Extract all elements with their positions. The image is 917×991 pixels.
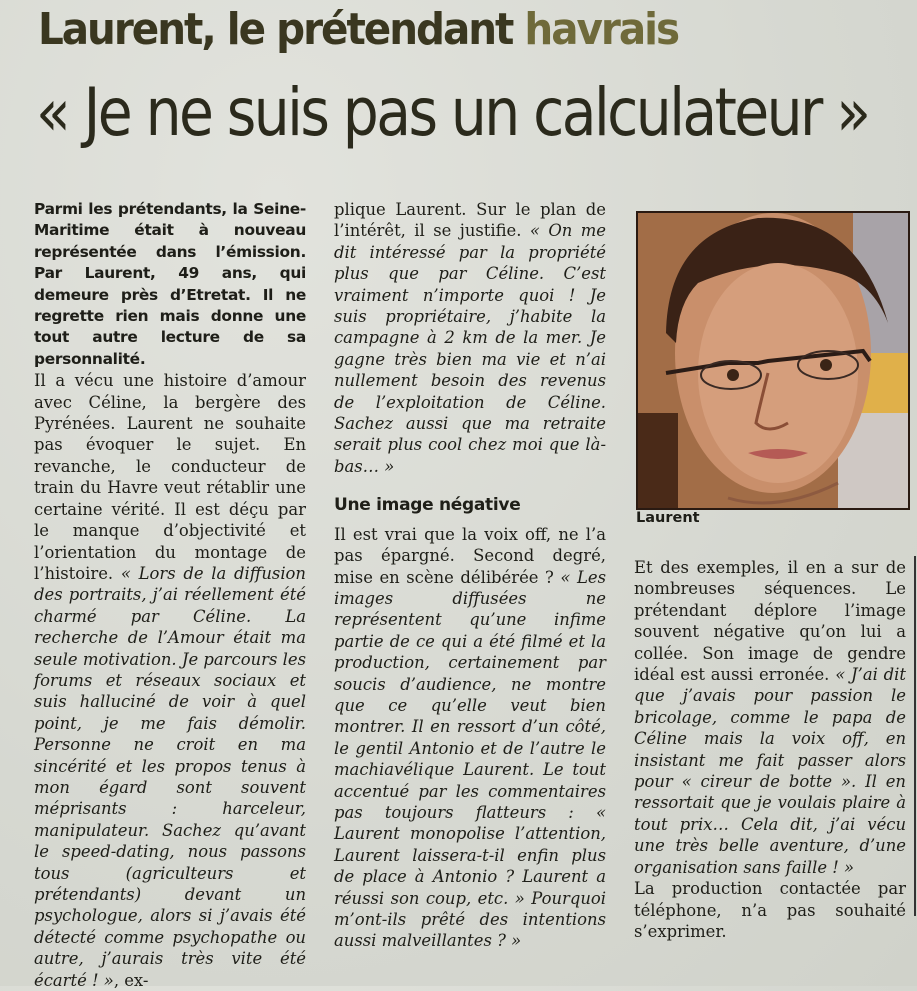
quote-text: « On me dit intéressé par la propriété plus que par Céline. C’est vraiment n’importe quoi ! Je suis propriétaire, j’habite la campagne à 2 km de la mer. Je gagne très bien ma vie et n’ai nullement besoin des revenus de l’exploitation de Céline. Sachez aussi que ma retraite serait plus cool chez moi que là-bas… » bbox=[334, 221, 607, 476]
article-headline: « Je ne suis pas un calculateur » bbox=[36, 74, 869, 151]
body-text: Il est vrai que la voix off, ne l’a pas épargné. Second degré, mise en scène délibérée ? bbox=[334, 524, 606, 587]
body-paragraph bbox=[634, 878, 906, 942]
body-paragraph bbox=[634, 557, 906, 878]
article-kicker bbox=[38, 4, 678, 55]
portrait-illustration bbox=[638, 213, 908, 508]
column-2 bbox=[334, 199, 606, 952]
article-lead: Parmi les prétendants, la Seine-Maritime était à nouveau représentée dans l’émission. Par Laurent, 49 ans, qui demeure près d’Etretat. Il ne regrette rien mais donne une tout autre lecture de sa personnalité. bbox=[34, 200, 306, 368]
column-1 bbox=[34, 199, 306, 991]
body-text: Il a vécu une histoire d’amour avec Céline, la bergère des Pyrénées. Laurent ne souhaite pas évoquer le sujet. En revanche, le conducteur de train du Havre veut rétablir une certaine vérité. Il est déçu par le manque d’objectivité et l’orientation du montage de l’histoire. bbox=[34, 371, 306, 583]
body-text: La production contactée par téléphone, n’a pas souhaité s’exprimer. bbox=[634, 879, 906, 941]
photo-caption: Laurent bbox=[636, 510, 700, 526]
body-paragraph bbox=[334, 199, 606, 477]
column-3 bbox=[634, 557, 906, 942]
portrait-photo bbox=[636, 211, 910, 510]
quote-text: « J’ai dit que j’avais pour passion le bricolage, comme le papa de Céline mais la voix off, en insistant me fait passer alors pour « cireur de botte ». Il en ressortait que je voulais plaire à tout prix… Cela dit, j’ai vécu une très belle aventure, d’une organisation sans faille ! » bbox=[634, 665, 906, 877]
quote-text: « Les images diffusées ne représentent qu’une infime partie de ce qui a été filmé et la production, certainement par soucis d’audience, ne montre que ce qu’elle veut bien montrer. Il en ressort d’un côté, le gentil Antonio et de l’autre le machiavélique Laurent. Le tout accentué par les commentaires pas toujours flatteurs : « Laurent monopolise l’attention, Laurent laissera-t-il enfin plus de place à Antonio ? Laurent a réussi son coup, etc. » Pourquoi m’ont-ils prêté des intentions aussi malveillantes ? » bbox=[334, 567, 606, 951]
body-text: Et des exemples, il en a sur de nombreuses séquences. Le prétendant déplore l’image souvent négative qu’on lui a collée. Son image de gendre idéal est aussi erronée. bbox=[634, 558, 906, 685]
body-text: , ex- bbox=[113, 970, 149, 990]
kicker-accent: havrais bbox=[524, 4, 679, 55]
body-paragraph bbox=[34, 370, 306, 991]
section-subhead: Une image négative bbox=[334, 495, 521, 516]
body-text: plique Laurent. Sur le plan de l’intérêt, il se justifie. bbox=[334, 200, 606, 241]
body-paragraph bbox=[334, 524, 606, 952]
kicker-text: Laurent, le prétendant bbox=[38, 4, 513, 55]
quote-text: « Lors de la diffusion des portraits, j’ai réellement été charmé par Céline. La recherche de l’Amour était ma seule motivation. Je parcours les forums et réseaux sociaux et suis halluciné de voir à quel point, je me fais démolir. Personne ne croit en ma sincérité et les propos tenus à mon égard sont souvent méprisants : harceleur, manipulateur. Sachez qu’avant le speed-dating, nous passons tous (agriculteurs et prétendants) devant un psychologue, alors si j’avais été détecté comme psychopathe ou autre, j’aurais très vite été écarté ! » bbox=[34, 563, 306, 990]
column-rule bbox=[914, 556, 916, 916]
